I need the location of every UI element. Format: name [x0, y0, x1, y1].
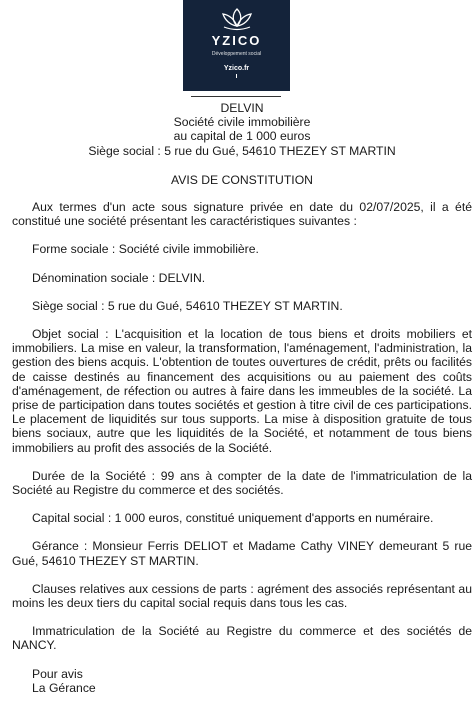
lotus-icon — [217, 6, 257, 32]
registration-paragraph: Immatriculation de la Société au Registre du commerce et des sociétés de NANCY. — [12, 624, 472, 653]
logo-tagline: Développement social — [211, 51, 262, 57]
yzico-logo — [183, 0, 290, 91]
legal-notice — [12, 101, 472, 695]
logo-brand: YZICO — [211, 33, 262, 48]
company-header — [12, 101, 472, 158]
share-transfer-paragraph: Clauses relatives aux cessions de parts : agrément des associés représentant au moins les deux tiers du capital social requis dans tous les cas. — [12, 581, 472, 611]
company-seat: Siège social : 5 rue du Gué, 54610 THEZEY ST MARTIN — [88, 143, 396, 158]
header-divider — [191, 96, 281, 97]
intro-paragraph: Aux termes d'un acte sous signature privée en date du 02/07/2025, il a été constitué une société présentant les caractéristiques suivantes : — [12, 200, 472, 229]
corporate-purpose-paragraph: Objet social : L'acquisition et la location de tous biens et droits mobiliers et immobiliers. La mise en valeur, la transformation, l'aménagement, l'administration, la gestion des biens acquis. L'obtention de toutes ouvertures de crédit, prêts ou facilités de caisse destinés au financement des acquisitions ou au paiement des coûts d'aménagement, de réfection ou autres à faire dans les immeubles de la société. La prise de participation dans toutes sociétés et gestion à titre civil de ces participations. Le placement de liquidités sur tous supports. La mise à disposition gratuite de tous biens sociaux, autre que les liquidités de la Société, et notamment de tous biens immobiliers au profit des associés de la Société. — [12, 327, 472, 455]
legal-form-paragraph: Forme sociale : Société civile immobilière. — [32, 242, 259, 257]
management-paragraph: Gérance : Monsieur Ferris DELIOT et Madame Cathy VINEY demeurant 5 rue Gué, 54610 THEZEY ST MARTIN. — [12, 539, 472, 568]
company-type: Société civile immobilière — [173, 115, 311, 130]
signature-line-1: Pour avis — [32, 666, 83, 681]
logo-tick — [236, 74, 237, 78]
company-name-paragraph: Dénomination sociale : DELVIN. — [32, 270, 206, 285]
company-capital: au capital de 1 000 euros — [173, 129, 311, 144]
duration-paragraph: Durée de la Société : 99 ans à compter de la date de l'immatriculation de la Société au Registre du commerce et des sociétés. — [12, 468, 472, 498]
signature-line-2: La Gérance — [32, 680, 96, 695]
logo-site: Yzico.fr — [223, 65, 250, 72]
notice-title: AVIS DE CONSTITUTION — [171, 172, 313, 187]
share-capital-paragraph: Capital social : 1 000 euros, constitué uniquement d'apports en numéraire. — [32, 511, 434, 526]
company-name: DELVIN — [220, 101, 264, 115]
registered-office-paragraph: Siège social : 5 rue du Gué, 54610 THEZEY ST MARTIN. — [32, 298, 343, 313]
signature-block — [12, 667, 472, 695]
